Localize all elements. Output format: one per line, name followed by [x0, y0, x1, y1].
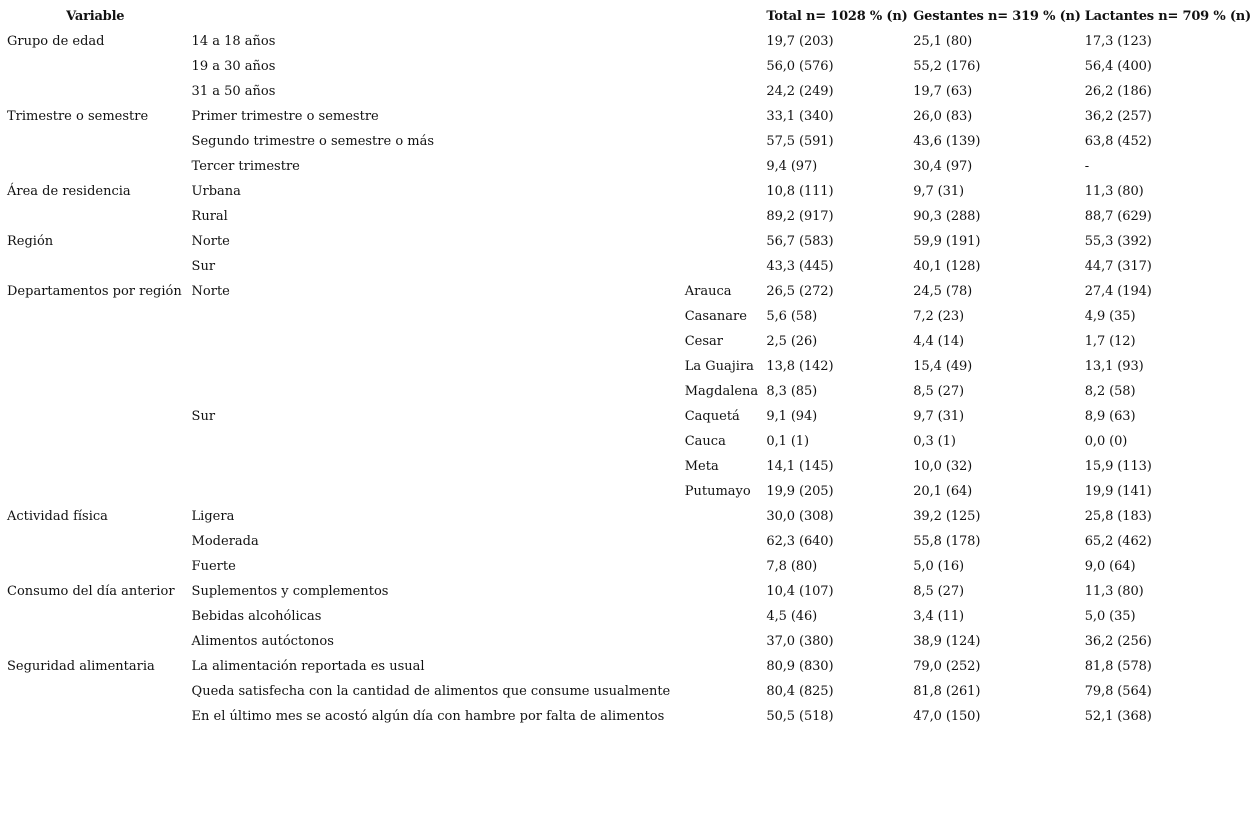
- cell-subcategory: [681, 679, 763, 704]
- table-row: [3, 304, 1251, 329]
- cell-total: 43,3 (445): [766, 259, 834, 274]
- table-row: [3, 104, 1251, 129]
- cell-variable: [3, 329, 188, 354]
- header-row: [3, 4, 1251, 29]
- cell-category: [188, 379, 681, 404]
- cell-subcategory: Casanare: [684, 309, 747, 324]
- cell-subcategory: [681, 254, 763, 279]
- cell-variable: Área de residencia: [7, 184, 131, 199]
- cell-variable: Seguridad alimentaria: [7, 659, 155, 674]
- cell-lactantes: 65,2 (462): [1084, 534, 1152, 549]
- cell-category: Urbana: [191, 184, 241, 199]
- cell-lactantes: 8,2 (58): [1084, 384, 1136, 399]
- cell-variable: [3, 704, 188, 729]
- cell-gestantes: 7,2 (23): [913, 309, 964, 324]
- cell-lactantes: 17,3 (123): [1084, 34, 1152, 49]
- cell-lactantes: 11,3 (80): [1084, 184, 1144, 199]
- table-row: [3, 279, 1251, 304]
- cell-gestantes: 55,2 (176): [913, 59, 981, 74]
- table-row: [3, 654, 1251, 679]
- cell-gestantes: 79,0 (252): [913, 659, 981, 674]
- cell-subcategory: [681, 704, 763, 729]
- cell-gestantes: 47,0 (150): [913, 709, 981, 724]
- cell-lactantes: 63,8 (452): [1084, 134, 1152, 149]
- table-row: [3, 379, 1251, 404]
- cell-category: [188, 479, 681, 504]
- cell-total: 19,9 (205): [766, 484, 834, 499]
- cell-subcategory: [681, 179, 763, 204]
- cell-gestantes: 30,4 (97): [913, 159, 973, 174]
- cell-variable: [3, 379, 188, 404]
- cell-gestantes: 4,4 (14): [913, 334, 964, 349]
- cell-category: Sur: [191, 259, 216, 274]
- header-category: [188, 4, 681, 29]
- cell-subcategory: Putumayo: [684, 484, 751, 499]
- table-row: [3, 504, 1251, 529]
- cell-gestantes: 40,1 (128): [913, 259, 981, 274]
- cell-variable: Consumo del día anterior: [7, 584, 175, 599]
- cell-category: [188, 354, 681, 379]
- header-gestantes: Gestantes n= 319 % (n): [913, 9, 1081, 24]
- cell-category: Rural: [191, 209, 228, 224]
- cell-subcategory: Cesar: [684, 334, 724, 349]
- header-subcategory: [681, 4, 763, 29]
- cell-lactantes: 4,9 (35): [1084, 309, 1136, 324]
- cell-variable: [3, 304, 188, 329]
- cell-gestantes: 90,3 (288): [913, 209, 981, 224]
- table-row: [3, 154, 1251, 179]
- cell-subcategory: Magdalena: [684, 384, 759, 399]
- cell-subcategory: [681, 554, 763, 579]
- cell-lactantes: 55,3 (392): [1084, 234, 1152, 249]
- cell-variable: [3, 204, 188, 229]
- cell-lactantes: 15,9 (113): [1084, 459, 1152, 474]
- cell-category: Suplementos y complementos: [191, 584, 389, 599]
- cell-subcategory: [681, 54, 763, 79]
- cell-lactantes: -: [1084, 159, 1090, 174]
- cell-lactantes: 36,2 (257): [1084, 109, 1152, 124]
- cell-category: [188, 304, 681, 329]
- table-row: [3, 54, 1251, 79]
- cell-total: 9,1 (94): [766, 409, 818, 424]
- cell-total: 56,7 (583): [766, 234, 834, 249]
- table-row: [3, 179, 1251, 204]
- cell-lactantes: 52,1 (368): [1084, 709, 1152, 724]
- cell-subcategory: [681, 129, 763, 154]
- cell-total: 14,1 (145): [766, 459, 834, 474]
- cell-total: 89,2 (917): [766, 209, 834, 224]
- header-variable: Variable: [66, 9, 125, 24]
- cell-total: 80,4 (825): [766, 684, 834, 699]
- cell-lactantes: 88,7 (629): [1084, 209, 1152, 224]
- cell-gestantes: 26,0 (83): [913, 109, 973, 124]
- cell-variable: [3, 404, 188, 429]
- cell-category: En el último mes se acostó algún día con hambre por falta de alimentos: [191, 709, 665, 724]
- cell-total: 62,3 (640): [766, 534, 834, 549]
- cell-subcategory: Caquetá: [684, 409, 740, 424]
- cell-subcategory: [681, 29, 763, 54]
- cell-lactantes: 5,0 (35): [1084, 609, 1136, 624]
- cell-subcategory: [681, 504, 763, 529]
- table-row: [3, 604, 1251, 629]
- cell-category: Norte: [191, 284, 230, 299]
- table-row: [3, 254, 1251, 279]
- table-body: [3, 29, 1251, 729]
- cell-lactantes: 44,7 (317): [1084, 259, 1152, 274]
- table-row: [3, 329, 1251, 354]
- cell-total: 26,5 (272): [766, 284, 834, 299]
- cell-total: 33,1 (340): [766, 109, 834, 124]
- cell-subcategory: [681, 579, 763, 604]
- cell-category: Bebidas alcohólicas: [191, 609, 322, 624]
- cell-variable: [3, 604, 188, 629]
- cell-gestantes: 5,0 (16): [913, 559, 964, 574]
- cell-total: 56,0 (576): [766, 59, 834, 74]
- cell-category: [188, 454, 681, 479]
- cell-total: 80,9 (830): [766, 659, 834, 674]
- cell-lactantes: 0,0 (0): [1084, 434, 1128, 449]
- cell-total: 8,3 (85): [766, 384, 818, 399]
- characteristics-table: [3, 4, 1251, 729]
- cell-lactantes: 8,9 (63): [1084, 409, 1136, 424]
- cell-variable: [3, 679, 188, 704]
- cell-total: 50,5 (518): [766, 709, 834, 724]
- cell-subcategory: [681, 604, 763, 629]
- cell-category: Segundo trimestre o semestre o más: [191, 134, 435, 149]
- table-row: [3, 529, 1251, 554]
- cell-variable: [3, 79, 188, 104]
- table-row: [3, 479, 1251, 504]
- cell-lactantes: 79,8 (564): [1084, 684, 1152, 699]
- cell-gestantes: 10,0 (32): [913, 459, 973, 474]
- cell-gestantes: 9,7 (31): [913, 409, 964, 424]
- table-row: [3, 229, 1251, 254]
- cell-lactantes: 1,7 (12): [1084, 334, 1136, 349]
- cell-variable: [3, 354, 188, 379]
- cell-subcategory: [681, 154, 763, 179]
- table-header: [3, 4, 1251, 29]
- cell-category: Tercer trimestre: [191, 159, 300, 174]
- cell-gestantes: 59,9 (191): [913, 234, 981, 249]
- cell-variable: [3, 529, 188, 554]
- cell-gestantes: 20,1 (64): [913, 484, 973, 499]
- cell-gestantes: 9,7 (31): [913, 184, 964, 199]
- cell-category: Sur: [191, 409, 216, 424]
- table-row: [3, 204, 1251, 229]
- cell-total: 30,0 (308): [766, 509, 834, 524]
- cell-variable: [3, 154, 188, 179]
- cell-gestantes: 3,4 (11): [913, 609, 964, 624]
- cell-category: Norte: [191, 234, 230, 249]
- cell-gestantes: 24,5 (78): [913, 284, 973, 299]
- cell-lactantes: 56,4 (400): [1084, 59, 1152, 74]
- cell-gestantes: 8,5 (27): [913, 384, 964, 399]
- cell-variable: [3, 554, 188, 579]
- cell-variable: Grupo de edad: [7, 34, 105, 49]
- cell-category: Fuerte: [191, 559, 236, 574]
- cell-total: 4,5 (46): [766, 609, 818, 624]
- cell-lactantes: 81,8 (578): [1084, 659, 1152, 674]
- cell-variable: Región: [7, 234, 54, 249]
- cell-total: 5,6 (58): [766, 309, 818, 324]
- cell-category: 19 a 30 años: [191, 59, 276, 74]
- cell-lactantes: 26,2 (186): [1084, 84, 1152, 99]
- cell-subcategory: La Guajira: [684, 359, 754, 374]
- table-row: [3, 354, 1251, 379]
- table-row: [3, 404, 1251, 429]
- table-row: [3, 579, 1251, 604]
- cell-lactantes: 27,4 (194): [1084, 284, 1152, 299]
- table-row: [3, 554, 1251, 579]
- cell-gestantes: 0,3 (1): [913, 434, 956, 449]
- cell-gestantes: 38,9 (124): [913, 634, 981, 649]
- cell-variable: Departamentos por región: [7, 284, 182, 299]
- cell-gestantes: 19,7 (63): [913, 84, 973, 99]
- cell-subcategory: [681, 79, 763, 104]
- cell-variable: [3, 254, 188, 279]
- table-row: [3, 29, 1251, 54]
- cell-category: [188, 329, 681, 354]
- cell-variable: [3, 54, 188, 79]
- table-row: [3, 429, 1251, 454]
- cell-category: 14 a 18 años: [191, 34, 276, 49]
- cell-total: 2,5 (26): [766, 334, 818, 349]
- cell-lactantes: 19,9 (141): [1084, 484, 1152, 499]
- cell-variable: Actividad física: [7, 509, 108, 524]
- cell-category: [188, 429, 681, 454]
- table-row: [3, 79, 1251, 104]
- cell-variable: [3, 479, 188, 504]
- cell-variable: [3, 629, 188, 654]
- cell-category: La alimentación reportada es usual: [191, 659, 425, 674]
- cell-subcategory: Meta: [684, 459, 719, 474]
- cell-lactantes: 11,3 (80): [1084, 584, 1144, 599]
- cell-variable: [3, 429, 188, 454]
- cell-gestantes: 8,5 (27): [913, 584, 964, 599]
- cell-total: 10,8 (111): [766, 184, 834, 199]
- cell-total: 57,5 (591): [766, 134, 834, 149]
- cell-category: Ligera: [191, 509, 235, 524]
- cell-category: Primer trimestre o semestre: [191, 109, 379, 124]
- table-row: [3, 629, 1251, 654]
- header-lactantes: Lactantes n= 709 % (n): [1084, 9, 1251, 24]
- cell-lactantes: 13,1 (93): [1084, 359, 1144, 374]
- cell-total: 10,4 (107): [766, 584, 834, 599]
- cell-gestantes: 39,2 (125): [913, 509, 981, 524]
- cell-gestantes: 81,8 (261): [913, 684, 981, 699]
- cell-subcategory: [681, 104, 763, 129]
- cell-gestantes: 55,8 (178): [913, 534, 981, 549]
- cell-total: 19,7 (203): [766, 34, 834, 49]
- cell-subcategory: Cauca: [684, 434, 726, 449]
- cell-gestantes: 43,6 (139): [913, 134, 981, 149]
- cell-subcategory: [681, 204, 763, 229]
- cell-category: Alimentos autóctonos: [191, 634, 334, 649]
- cell-subcategory: [681, 229, 763, 254]
- cell-category: 31 a 50 años: [191, 84, 276, 99]
- cell-subcategory: [681, 654, 763, 679]
- cell-subcategory: Arauca: [684, 284, 732, 299]
- table-row: [3, 704, 1251, 729]
- cell-category: Moderada: [191, 534, 259, 549]
- cell-lactantes: 36,2 (256): [1084, 634, 1152, 649]
- cell-category: Queda satisfecha con la cantidad de alimentos que consume usualmente: [191, 684, 671, 699]
- cell-subcategory: [681, 629, 763, 654]
- table-row: [3, 129, 1251, 154]
- table-row: [3, 454, 1251, 479]
- cell-variable: [3, 129, 188, 154]
- cell-total: 7,8 (80): [766, 559, 818, 574]
- cell-total: 37,0 (380): [766, 634, 834, 649]
- table-row: [3, 679, 1251, 704]
- header-total: Total n= 1028 % (n): [766, 9, 908, 24]
- cell-variable: Trimestre o semestre: [7, 109, 149, 124]
- cell-gestantes: 25,1 (80): [913, 34, 973, 49]
- cell-total: 9,4 (97): [766, 159, 818, 174]
- cell-total: 13,8 (142): [766, 359, 834, 374]
- cell-subcategory: [681, 529, 763, 554]
- cell-variable: [3, 454, 188, 479]
- cell-gestantes: 15,4 (49): [913, 359, 973, 374]
- cell-lactantes: 9,0 (64): [1084, 559, 1136, 574]
- cell-total: 0,1 (1): [766, 434, 809, 449]
- cell-lactantes: 25,8 (183): [1084, 509, 1152, 524]
- cell-total: 24,2 (249): [766, 84, 834, 99]
